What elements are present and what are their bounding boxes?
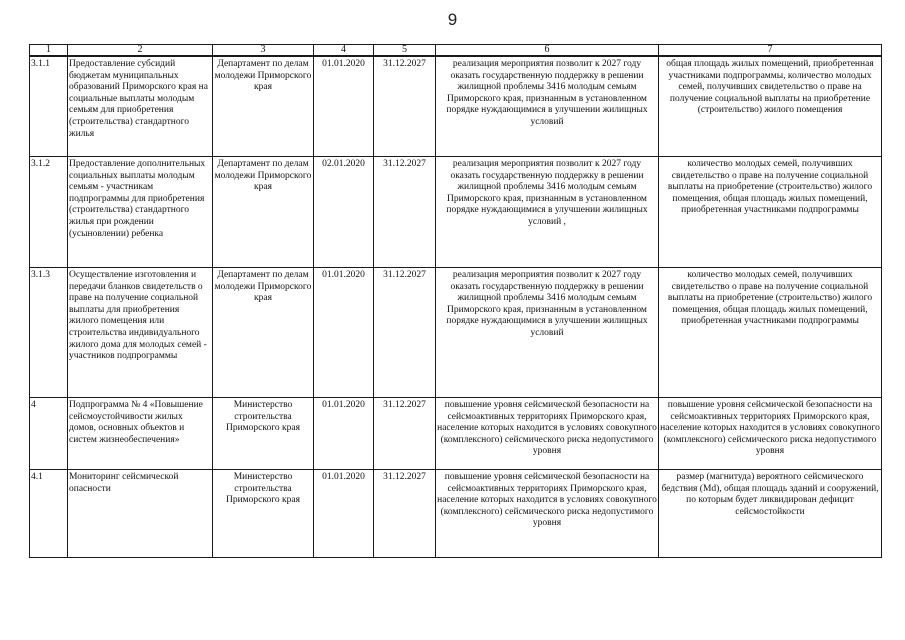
row-number: 4 <box>30 398 68 470</box>
table-header-row <box>30 45 882 57</box>
program-measures-table <box>29 44 882 558</box>
end-date: 31.12.2027 <box>374 56 436 157</box>
row-number: 3.1.1 <box>30 56 68 157</box>
expected-result: реализация мероприятия позволит к 2027 году оказать государственную поддержку в решении жилищной проблемы 3416 молодым семьям Приморского края, признанным в установленном порядке нуждающимися в улучшении жилищных условий <box>436 268 659 398</box>
start-date: 01.01.2020 <box>314 56 374 157</box>
column-header: 6 <box>436 45 659 57</box>
row-number: 3.1.2 <box>30 157 68 268</box>
expected-result: реализация мероприятия позволит к 2027 году оказать государственную поддержку в решении жилищной проблемы 3416 молодым семьям Приморского края, признанным в установленном порядке нуждающимися в улучшении жилищных условий , <box>436 157 659 268</box>
measure-name: Подпрограмма № 4 «Повышение сейсмоустойчивости жилых домов, основных объектов и систем жизнеобеспечения» <box>68 398 213 470</box>
table-row <box>30 157 882 268</box>
indicator: количество молодых семей, получивших свидетельство о праве на получение социальной выплаты на приобретение (строительство) жилого помещения, общая площадь жилых помещений, приобретенная участниками подпрограммы <box>659 157 882 268</box>
measure-name: Предоставление субсидий бюджетам муниципальных образований Приморского края на социальные выплаты молодым семьям для приобретения (строительства) стандартного жилья <box>68 56 213 157</box>
column-header: 1 <box>30 45 68 57</box>
column-header: 5 <box>374 45 436 57</box>
table-row <box>30 398 882 470</box>
measure-name: Мониторинг сейсмической опасности <box>68 470 213 558</box>
start-date: 01.01.2020 <box>314 398 374 470</box>
responsible-org: Департамент по делам молодежи Приморского края <box>213 268 314 398</box>
responsible-org: Министерство строительства Приморского края <box>213 470 314 558</box>
table-row <box>30 470 882 558</box>
end-date: 31.12.2027 <box>374 157 436 268</box>
expected-result: повышение уровня сейсмической безопасности на сейсмоактивных территориях Приморского края, население которых находится в условиях совокупного (комплексного) сейсмического риска недопустимого уровня <box>436 398 659 470</box>
indicator: общая площадь жилых помещений, приобретенная участниками подпрограммы, количество молодых семей, получивших свидетельство о праве на получение социальной выплаты на приобретение (строительство) жилого помещения <box>659 56 882 157</box>
expected-result: повышение уровня сейсмической безопасности на сейсмоактивных территориях Приморского края, население которых находится в условиях совокупного (комплексного) сейсмического риска недопустимого уровня <box>436 470 659 558</box>
responsible-org: Департамент по делам молодежи Приморского края <box>213 157 314 268</box>
column-header: 7 <box>659 45 882 57</box>
page-number: 9 <box>447 10 458 29</box>
indicator: количество молодых семей, получивших свидетельство о праве на получение социальной выплаты на приобретение (строительство) жилого помещения, общая площадь жилых помещений, приобретенная участниками подпрограммы <box>659 268 882 398</box>
table-row <box>30 268 882 398</box>
start-date: 01.01.2020 <box>314 470 374 558</box>
table-row <box>30 56 882 157</box>
responsible-org: Департамент по делам молодежи Приморского края <box>213 56 314 157</box>
row-number: 4.1 <box>30 470 68 558</box>
measure-name: Предоставление дополнительных социальных выплаты молодым семьям - участникам подпрограммы для приобретения (строительства) стандартного жилья при рождении (усыновлении) ребенка <box>68 157 213 268</box>
start-date: 02.01.2020 <box>314 157 374 268</box>
end-date: 31.12.2027 <box>374 470 436 558</box>
expected-result: реализация мероприятия позволит к 2027 году оказать государственную поддержку в решении жилищной проблемы 3416 молодым семьям Приморского края, признанным в установленном порядке нуждающимися в улучшении жилищных условий <box>436 56 659 157</box>
end-date: 31.12.2027 <box>374 268 436 398</box>
column-header: 4 <box>314 45 374 57</box>
column-header: 2 <box>68 45 213 57</box>
measure-name: Осуществление изготовления и передачи бланков свидетельств о праве на получение социальной выплаты для приобретения жилого помещения или строительства индивидуального жилого дома для молодых семей - участников подпрограммы <box>68 268 213 398</box>
indicator: размер (магнитуда) вероятного сейсмического бедствия (Md), общая площадь зданий и сооружений, по которым будет ликвидирован дефицит сейсмостойкости <box>659 470 882 558</box>
column-header: 3 <box>213 45 314 57</box>
indicator: повышение уровня сейсмической безопасности на сейсмоактивных территориях Приморского края, население которых находится в условиях совокупного (комплексного) сейсмического риска недопустимого уровня <box>659 398 882 470</box>
row-number: 3.1.3 <box>30 268 68 398</box>
start-date: 01.01.2020 <box>314 268 374 398</box>
responsible-org: Министерство строительства Приморского края <box>213 398 314 470</box>
end-date: 31.12.2027 <box>374 398 436 470</box>
